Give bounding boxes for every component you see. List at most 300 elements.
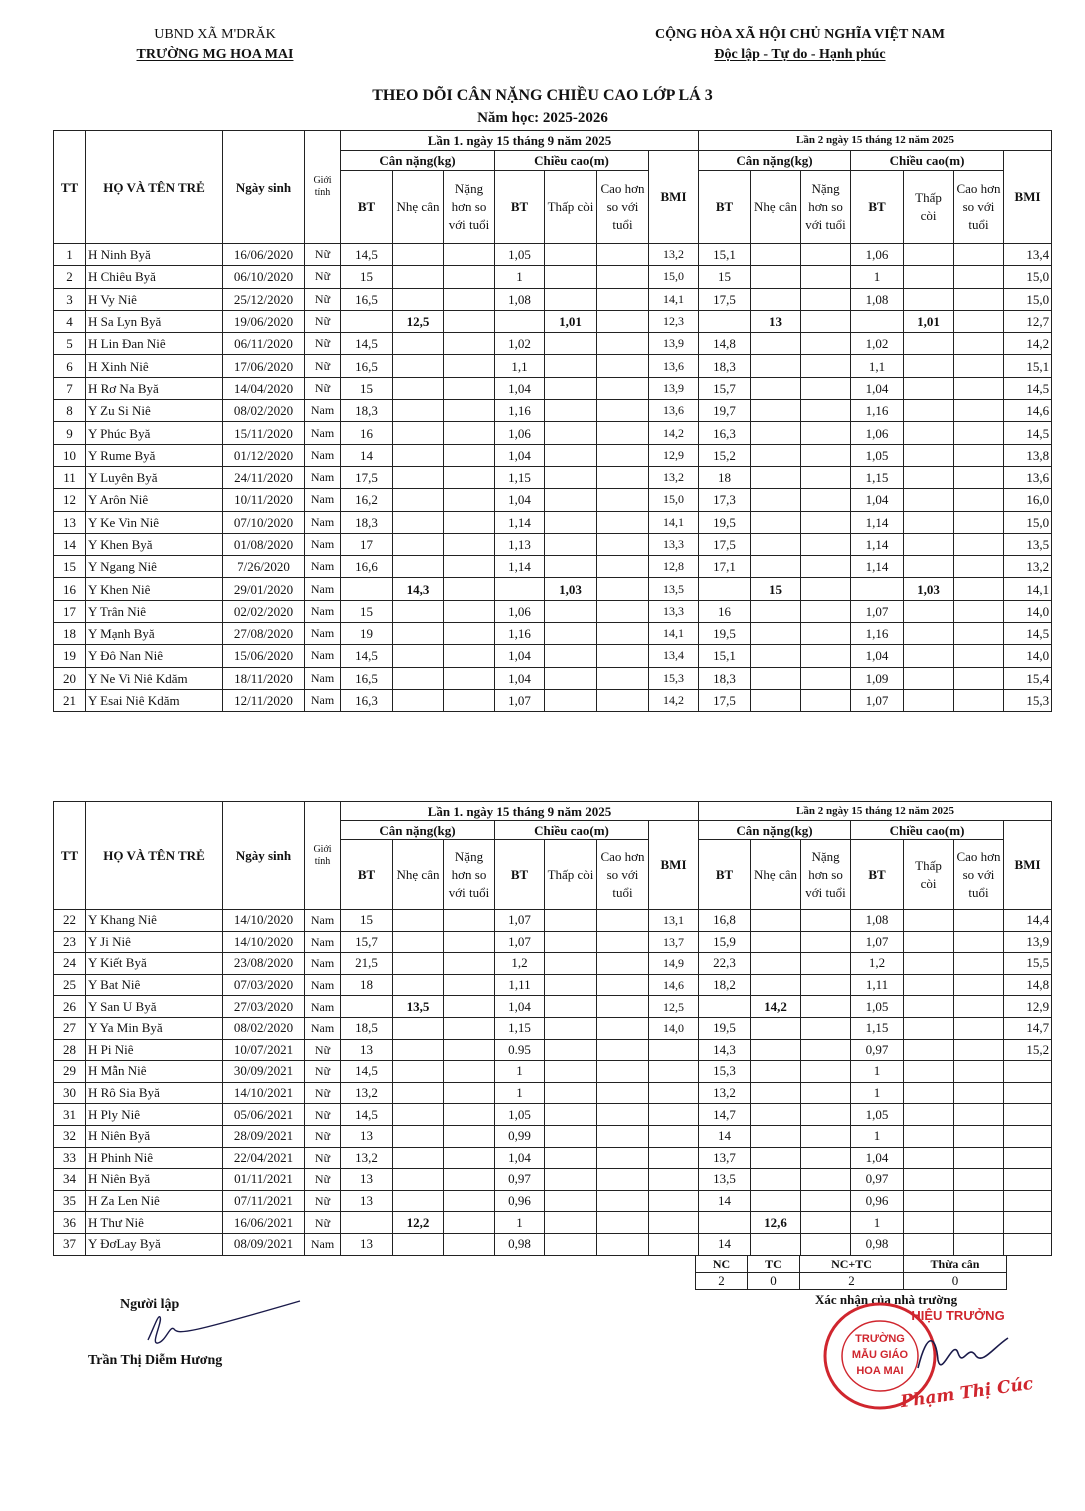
cell-bmi1	[649, 1212, 699, 1234]
cell-h2-bt: 1,07	[851, 689, 904, 711]
cell-h2-cao	[954, 1190, 1004, 1212]
cell-h2-thap	[904, 996, 954, 1018]
cell-h2-thap	[904, 244, 954, 266]
cell-dob: 06/10/2020	[223, 266, 305, 288]
cell-h1-thap	[545, 466, 597, 488]
cell-w1-nhe	[393, 400, 444, 422]
cell-bmi1	[649, 1125, 699, 1147]
cell-w1-nhe	[393, 645, 444, 667]
cell-bmi1: 13,5	[649, 578, 699, 600]
cell-bmi2: 16,0	[1004, 489, 1052, 511]
cell-w2-bt: 15,2	[699, 444, 751, 466]
col-bt-h2: BT	[851, 171, 904, 244]
cell-tt: 7	[54, 377, 86, 399]
cell-bmi1: 12,3	[649, 310, 699, 332]
cell-w1-nang	[444, 466, 495, 488]
cell-tt: 16	[54, 578, 86, 600]
cell-gender: Nữ	[305, 1082, 341, 1104]
cell-bmi2: 14,5	[1004, 623, 1052, 645]
cell-bmi1: 14,2	[649, 689, 699, 711]
cell-h2-bt: 1,04	[851, 1147, 904, 1169]
cell-bmi2	[1004, 1061, 1052, 1083]
cell-w1-nhe	[393, 333, 444, 355]
col-cao-hon-1: Cao hơn so với tuổi	[597, 840, 649, 910]
cell-h2-cao	[954, 377, 1004, 399]
cell-bmi1	[649, 1147, 699, 1169]
cell-w1-nang	[444, 996, 495, 1018]
cell-h1-bt: 1,07	[495, 931, 545, 953]
cell-w1-bt: 15	[341, 266, 393, 288]
col-weight-1: Cân nặng(kg)	[341, 821, 495, 840]
cell-w2-nang	[801, 377, 851, 399]
col-height-2: Chiều cao(m)	[851, 151, 1004, 171]
cell-w2-bt: 14	[699, 1190, 751, 1212]
cell-w1-nang	[444, 266, 495, 288]
cell-w2-nhe	[751, 422, 801, 444]
cell-h2-cao	[954, 333, 1004, 355]
col-lan2: Lần 2 ngày 15 tháng 12 năm 2025	[699, 802, 1052, 821]
cell-w1-nang	[444, 1061, 495, 1083]
cell-h1-bt: 1,15	[495, 466, 545, 488]
cell-w1-nhe	[393, 1147, 444, 1169]
cell-dob: 01/08/2020	[223, 533, 305, 555]
cell-tt: 1	[54, 244, 86, 266]
cell-w1-bt: 18,3	[341, 511, 393, 533]
cell-h1-cao	[597, 645, 649, 667]
col-thap-coi-2: Thấp còi	[904, 171, 954, 244]
cell-w1-nang	[444, 377, 495, 399]
cell-w1-nhe	[393, 1125, 444, 1147]
cell-w1-bt: 21,5	[341, 953, 393, 975]
cell-dob: 14/10/2021	[223, 1082, 305, 1104]
cell-h1-thap	[545, 689, 597, 711]
cell-h1-thap	[545, 953, 597, 975]
cell-gender: Nam	[305, 931, 341, 953]
cell-bmi1	[649, 1104, 699, 1126]
cell-w2-nang	[801, 266, 851, 288]
col-bt-h1: BT	[495, 171, 545, 244]
cell-gender: Nam	[305, 953, 341, 975]
cell-h2-thap	[904, 953, 954, 975]
cell-bmi1	[649, 1039, 699, 1061]
cell-h1-cao	[597, 444, 649, 466]
cell-w2-bt: 14,3	[699, 1039, 751, 1061]
cell-w2-bt: 14,7	[699, 1104, 751, 1126]
cell-h2-bt: 1,11	[851, 974, 904, 996]
cell-w1-nhe	[393, 466, 444, 488]
cell-h2-cao	[954, 623, 1004, 645]
cell-w2-bt: 16,3	[699, 422, 751, 444]
cell-h2-bt: 1,05	[851, 444, 904, 466]
cell-gender: Nam	[305, 444, 341, 466]
cell-w1-bt: 14,5	[341, 244, 393, 266]
cell-w1-bt: 14,5	[341, 645, 393, 667]
cell-tt: 30	[54, 1082, 86, 1104]
cell-name: Y Kiết Byă	[86, 953, 223, 975]
cell-h2-cao	[954, 953, 1004, 975]
cell-w2-nang	[801, 953, 851, 975]
cell-h1-thap	[545, 355, 597, 377]
cell-h1-bt: 1,08	[495, 288, 545, 310]
cell-w2-nhe	[751, 489, 801, 511]
cell-w1-bt: 16,3	[341, 689, 393, 711]
cell-gender: Nữ	[305, 1125, 341, 1147]
cell-w1-bt: 16,5	[341, 288, 393, 310]
cell-w2-nang	[801, 1039, 851, 1061]
table-row	[54, 355, 1052, 377]
cell-h2-cao	[954, 600, 1004, 622]
cell-bmi2	[1004, 1104, 1052, 1126]
cell-dob: 01/12/2020	[223, 444, 305, 466]
cell-w2-nang	[801, 310, 851, 332]
preparer-name: Trần Thị Diễm Hương	[88, 1353, 223, 1368]
cell-w1-bt	[341, 1212, 393, 1234]
cell-w2-nhe	[751, 689, 801, 711]
cell-w2-nhe	[751, 355, 801, 377]
cell-h1-bt: 1,04	[495, 1147, 545, 1169]
cell-tt: 21	[54, 689, 86, 711]
cell-name: H Xinh Niê	[86, 355, 223, 377]
cell-name: H Niên Byă	[86, 1169, 223, 1191]
cell-name: Y Trân Niê	[86, 600, 223, 622]
cell-h1-bt: 1,04	[495, 645, 545, 667]
cell-dob: 30/09/2021	[223, 1061, 305, 1083]
cell-h1-cao	[597, 556, 649, 578]
cell-h1-cao	[597, 1125, 649, 1147]
cell-h2-bt: 1,05	[851, 1104, 904, 1126]
cell-h1-bt: 1,07	[495, 689, 545, 711]
table-row	[54, 1061, 1052, 1083]
cell-h2-bt: 1,08	[851, 910, 904, 932]
cell-h2-thap	[904, 974, 954, 996]
cell-bmi2: 13,9	[1004, 931, 1052, 953]
cell-w1-bt: 15	[341, 600, 393, 622]
cell-gender: Nữ	[305, 1147, 341, 1169]
cell-h1-bt: 1,14	[495, 556, 545, 578]
cell-tt: 27	[54, 1017, 86, 1039]
cell-bmi1: 13,3	[649, 533, 699, 555]
principal-name: Phạm Thị Cúc	[899, 1373, 1035, 1413]
cell-w2-nang	[801, 244, 851, 266]
cell-gender: Nữ	[305, 310, 341, 332]
cell-bmi2: 15,2	[1004, 1039, 1052, 1061]
cell-w2-bt: 15	[699, 266, 751, 288]
stamp-line-3: HOA MAI	[856, 1365, 904, 1377]
col-weight-2: Cân nặng(kg)	[699, 821, 851, 840]
summary-table	[695, 1255, 1007, 1290]
col-height-2: Chiều cao(m)	[851, 821, 1004, 840]
table-row	[54, 377, 1052, 399]
cell-dob: 7/26/2020	[223, 556, 305, 578]
cell-h2-thap	[904, 1082, 954, 1104]
cell-w2-nang	[801, 533, 851, 555]
cell-h2-bt: 1,05	[851, 996, 904, 1018]
cell-bmi2: 14,0	[1004, 645, 1052, 667]
col-thap-coi-2: Thấp còi	[904, 840, 954, 910]
cell-bmi1: 13,2	[649, 466, 699, 488]
cell-h1-cao	[597, 1169, 649, 1191]
cell-h1-bt	[495, 578, 545, 600]
col-weight-1: Cân nặng(kg)	[341, 151, 495, 171]
cell-w2-nhe	[751, 600, 801, 622]
cell-gender: Nam	[305, 578, 341, 600]
col-nhe-can-2: Nhẹ cân	[751, 171, 801, 244]
table-row	[54, 1104, 1052, 1126]
cell-dob: 17/06/2020	[223, 355, 305, 377]
cell-h1-bt: 1,04	[495, 489, 545, 511]
cell-gender: Nam	[305, 1017, 341, 1039]
cell-h1-thap	[545, 910, 597, 932]
header-left	[95, 25, 335, 65]
cell-h1-thap	[545, 974, 597, 996]
cell-h2-thap	[904, 444, 954, 466]
cell-tt: 2	[54, 266, 86, 288]
cell-w2-nang	[801, 996, 851, 1018]
cell-h2-thap	[904, 931, 954, 953]
cell-w2-nang	[801, 623, 851, 645]
cell-bmi1: 14,1	[649, 623, 699, 645]
cell-w2-nhe	[751, 444, 801, 466]
cell-h1-cao	[597, 422, 649, 444]
cell-h2-bt: 1,2	[851, 953, 904, 975]
cell-w1-nang	[444, 244, 495, 266]
cell-name: Y Ngang Niê	[86, 556, 223, 578]
cell-w2-nang	[801, 511, 851, 533]
cell-h1-bt: 1,07	[495, 910, 545, 932]
cell-name: Y Zu Si Niê	[86, 400, 223, 422]
cell-w2-nhe	[751, 1082, 801, 1104]
cell-h2-bt: 0,98	[851, 1233, 904, 1255]
cell-h2-thap	[904, 489, 954, 511]
col-lan1: Lần 1. ngày 15 tháng 9 năm 2025	[341, 802, 699, 821]
cell-h1-thap	[545, 1061, 597, 1083]
cell-h1-bt: 1,04	[495, 996, 545, 1018]
cell-w1-bt: 14,5	[341, 1061, 393, 1083]
col-gender: Giới tính	[305, 802, 341, 910]
school-name: TRƯỜNG MG HOA MAI	[136, 47, 294, 62]
cell-h2-bt: 1,1	[851, 355, 904, 377]
cell-tt: 33	[54, 1147, 86, 1169]
cell-w1-nang	[444, 645, 495, 667]
cell-h2-cao	[954, 974, 1004, 996]
cell-name: Y Arôn Niê	[86, 489, 223, 511]
cell-w2-bt: 18	[699, 466, 751, 488]
cell-bmi2: 14,8	[1004, 974, 1052, 996]
cell-h1-bt: 1,2	[495, 953, 545, 975]
cell-h2-bt: 1,08	[851, 288, 904, 310]
cell-dob: 07/10/2020	[223, 511, 305, 533]
cell-w2-bt: 14,8	[699, 333, 751, 355]
cell-w2-nhe	[751, 266, 801, 288]
cell-w2-bt: 15,1	[699, 244, 751, 266]
cell-bmi1: 13,9	[649, 377, 699, 399]
cell-h2-bt: 1,15	[851, 466, 904, 488]
col-nang-hon-1: Nặng hơn so với tuổi	[444, 840, 495, 910]
cell-dob: 14/04/2020	[223, 377, 305, 399]
cell-h2-cao	[954, 533, 1004, 555]
cell-w2-nhe	[751, 556, 801, 578]
cell-bmi1: 13,1	[649, 910, 699, 932]
cell-h2-bt: 1	[851, 1061, 904, 1083]
cell-name: H Pi Niê	[86, 1039, 223, 1061]
cell-w2-nang	[801, 1017, 851, 1039]
summary-label-nc: NC	[696, 1256, 748, 1273]
cell-h1-thap	[545, 333, 597, 355]
cell-h1-cao	[597, 974, 649, 996]
cell-w1-nang	[444, 533, 495, 555]
cell-w2-nang	[801, 422, 851, 444]
cell-tt: 28	[54, 1039, 86, 1061]
cell-h2-thap	[904, 600, 954, 622]
table-1-body	[54, 244, 1052, 712]
cell-h1-bt: 0,96	[495, 1190, 545, 1212]
cell-w1-nang	[444, 444, 495, 466]
col-bt-w1: BT	[341, 840, 393, 910]
cell-h1-thap	[545, 377, 597, 399]
document-subtitle: Năm học: 2025-2026	[477, 110, 608, 126]
cell-h2-bt: 1,02	[851, 333, 904, 355]
cell-w1-bt: 16,2	[341, 489, 393, 511]
cell-w1-bt: 16,5	[341, 667, 393, 689]
cell-h1-bt: 1,16	[495, 400, 545, 422]
cell-w1-nhe	[393, 1190, 444, 1212]
cell-bmi1: 15,3	[649, 667, 699, 689]
cell-h1-cao	[597, 623, 649, 645]
cell-name: H Ply Niê	[86, 1104, 223, 1126]
cell-h1-thap	[545, 444, 597, 466]
cell-w1-bt: 18,5	[341, 1017, 393, 1039]
col-thap-coi-1: Thấp còi	[545, 840, 597, 910]
cell-w2-nhe	[751, 377, 801, 399]
cell-w1-nang	[444, 1190, 495, 1212]
cell-w1-nang	[444, 667, 495, 689]
cell-w1-nang	[444, 1017, 495, 1039]
table-row	[54, 266, 1052, 288]
cell-h1-thap	[545, 244, 597, 266]
cell-w1-nang	[444, 333, 495, 355]
cell-w2-nhe	[751, 244, 801, 266]
cell-h2-bt: 0,97	[851, 1039, 904, 1061]
cell-h2-bt: 1	[851, 1212, 904, 1234]
cell-h1-cao	[597, 511, 649, 533]
cell-w1-nang	[444, 1039, 495, 1061]
cell-h1-bt	[495, 310, 545, 332]
cell-bmi2: 15,0	[1004, 266, 1052, 288]
cell-w1-nhe	[393, 355, 444, 377]
cell-h2-thap	[904, 1104, 954, 1126]
cell-w1-bt: 13	[341, 1169, 393, 1191]
col-bt-h1: BT	[495, 840, 545, 910]
cell-tt: 6	[54, 355, 86, 377]
cell-dob: 23/08/2020	[223, 953, 305, 975]
cell-tt: 24	[54, 953, 86, 975]
col-bmi-2: BMI	[1004, 151, 1052, 244]
cell-dob: 14/10/2020	[223, 931, 305, 953]
cell-gender: Nữ	[305, 1039, 341, 1061]
cell-w2-nang	[801, 1190, 851, 1212]
cell-bmi2: 15,3	[1004, 689, 1052, 711]
cell-tt: 17	[54, 600, 86, 622]
cell-h2-bt: 1,14	[851, 556, 904, 578]
cell-w2-nhe	[751, 910, 801, 932]
cell-h2-cao	[954, 931, 1004, 953]
cell-h1-cao	[597, 996, 649, 1018]
table-row	[54, 1169, 1052, 1191]
cell-w2-nhe	[751, 974, 801, 996]
cell-name: Y San U Byă	[86, 996, 223, 1018]
table-row	[54, 953, 1052, 975]
nation-motto: Độc lập - Tự do - Hạnh phúc	[714, 47, 886, 62]
cell-w1-nhe	[393, 623, 444, 645]
cell-h2-bt: 1,07	[851, 931, 904, 953]
table-row	[54, 466, 1052, 488]
principal-title: HIỆU TRƯỞNG	[911, 1308, 1005, 1323]
table-row	[54, 533, 1052, 555]
cell-w2-nhe	[751, 511, 801, 533]
table-row	[54, 578, 1052, 600]
cell-w1-nang	[444, 974, 495, 996]
cell-w1-nang	[444, 1212, 495, 1234]
cell-w2-nhe	[751, 1061, 801, 1083]
cell-name: Y Bat Niê	[86, 974, 223, 996]
cell-h2-cao	[954, 266, 1004, 288]
cell-tt: 3	[54, 288, 86, 310]
cell-h2-thap	[904, 266, 954, 288]
cell-w2-nang	[801, 667, 851, 689]
cell-h2-thap	[904, 1017, 954, 1039]
table-row	[54, 1190, 1052, 1212]
cell-h2-thap	[904, 1147, 954, 1169]
cell-h1-thap	[545, 996, 597, 1018]
cell-w1-nang	[444, 422, 495, 444]
col-nang-hon-2: Nặng hơn so với tuổi	[801, 171, 851, 244]
cell-h1-bt: 0.95	[495, 1039, 545, 1061]
cell-h2-cao	[954, 310, 1004, 332]
cell-tt: 32	[54, 1125, 86, 1147]
col-bt-w2: BT	[699, 171, 751, 244]
cell-gender: Nam	[305, 1233, 341, 1255]
cell-w2-bt	[699, 578, 751, 600]
cell-h1-cao	[597, 600, 649, 622]
col-dob: Ngày sinh	[223, 131, 305, 244]
cell-w2-nang	[801, 489, 851, 511]
cell-w2-nhe	[751, 1039, 801, 1061]
col-nhe-can-1: Nhẹ cân	[393, 840, 444, 910]
cell-h2-thap	[904, 1212, 954, 1234]
cell-h1-bt: 0,97	[495, 1169, 545, 1191]
cell-h1-bt: 1,04	[495, 444, 545, 466]
cell-bmi1: 15,0	[649, 489, 699, 511]
cell-tt: 8	[54, 400, 86, 422]
cell-w2-nhe	[751, 1190, 801, 1212]
cell-w1-bt: 17	[341, 533, 393, 555]
cell-h2-cao	[954, 996, 1004, 1018]
cell-h1-bt: 0,98	[495, 1233, 545, 1255]
cell-h2-bt: 1,14	[851, 533, 904, 555]
cell-dob: 05/06/2021	[223, 1104, 305, 1126]
cell-w2-nhe: 13	[751, 310, 801, 332]
cell-gender: Nam	[305, 533, 341, 555]
cell-tt: 29	[54, 1061, 86, 1083]
cell-h1-thap	[545, 1082, 597, 1104]
cell-w2-bt: 17,5	[699, 288, 751, 310]
col-bmi-1: BMI	[649, 821, 699, 910]
cell-dob: 02/02/2020	[223, 600, 305, 622]
document-title: THEO DÕI CÂN NẶNG CHIỀU CAO LỚP LÁ 3	[372, 87, 713, 104]
cell-bmi2	[1004, 1147, 1052, 1169]
cell-w1-nang	[444, 953, 495, 975]
cell-h1-cao	[597, 310, 649, 332]
